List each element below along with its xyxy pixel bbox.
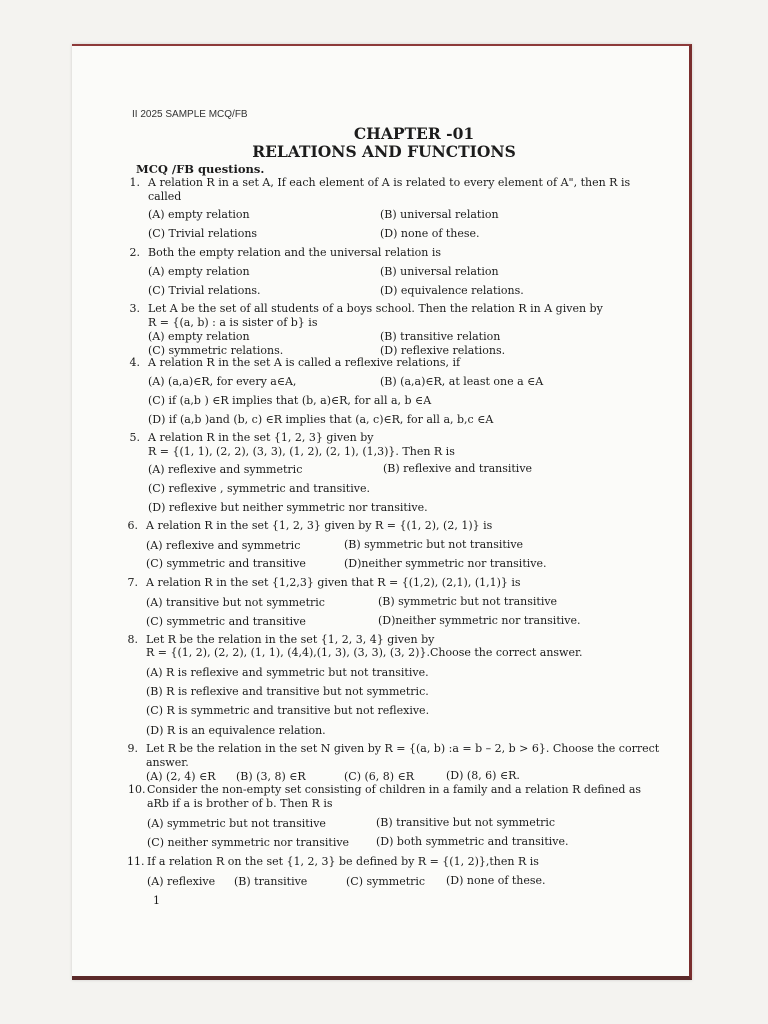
question-text-cont: R = {(1, 1), (2, 2), (3, 3), (1, 2), (2, 1), (1,3)}. Then R is [148, 445, 455, 458]
option-d: (D) reflexive but neither symmetric nor transitive. [148, 501, 428, 514]
option-b: (B) transitive but not symmetric [376, 816, 556, 829]
question-text: Let R be the relation in the set {1, 2, 3, 4} given by [146, 633, 435, 646]
section-heading: MCQ /FB questions. [136, 162, 265, 176]
option-a: (A) reflexive [147, 875, 216, 888]
question-number: 4. [129, 356, 140, 369]
question-number: 9. [127, 742, 138, 755]
option-b: (B) transitive relation [380, 330, 501, 343]
question-text: A relation R in a set A, If each element of A is related to every element of A", then R is [148, 176, 631, 189]
question-text-cont: answer. [146, 756, 189, 769]
question-text: Let R be the relation in the set N given by R = {(a, b) :a = b – 2, b > 6}. Choose the correct [146, 742, 660, 755]
option-a: (A) reflexive and symmetric [148, 463, 303, 476]
question-number: 2. [129, 246, 140, 259]
question-number: 1. [129, 176, 140, 189]
question-text: Both the empty relation and the universal relation is [148, 246, 442, 259]
option-c: (C) symmetric relations. [148, 344, 284, 357]
question-number: 7. [127, 576, 138, 589]
option-c: (C) Trivial relations [148, 227, 258, 240]
page-title: RELATIONS AND FUNCTIONS [252, 142, 516, 161]
question-text: A relation R in the set {1,2,3} given that R = {(1,2), (2,1), (1,1)} is [146, 576, 521, 589]
question-text: A relation R in the set A is called a reflexive relations, if [148, 356, 461, 369]
question-number: 5. [129, 431, 140, 444]
header-label: II 2025 SAMPLE MCQ/FB [132, 109, 248, 120]
option-b: (B) symmetric but not transitive [378, 595, 558, 608]
question-number: 10. [128, 783, 146, 796]
question-number: 6. [127, 519, 138, 532]
option-c: (C) symmetric and transitive [146, 615, 306, 628]
option-a: (A) R is reflexive and symmetric but not transitive. [146, 666, 429, 679]
option-d: (D) none of these. [380, 227, 480, 240]
option-c: (C) symmetric [346, 875, 426, 888]
option-d: (D) if (a,b )and (b, c) ∈R implies that (a, c)∈R, for all a, b,c ∈A [148, 413, 494, 426]
option-a: (A) empty relation [148, 265, 250, 278]
question-number: 8. [127, 633, 138, 646]
option-b: (B) (a,a)∈R, at least one a ∈A [380, 375, 544, 388]
option-d: (D)neither symmetric nor transitive. [344, 557, 547, 570]
option-b: (B) reflexive and transitive [383, 462, 533, 475]
option-d: (D) none of these. [446, 874, 546, 887]
option-d: (D) both symmetric and transitive. [376, 835, 569, 848]
question-number: 3. [129, 302, 140, 315]
option-d: (D) equivalence relations. [380, 284, 524, 297]
question-text: Consider the non-empty set consisting of children in a family and a relation R defined as [147, 783, 642, 796]
chapter-heading: CHAPTER -01 [353, 124, 475, 143]
page-number: 1 [153, 894, 160, 907]
option-d: (D) (8, 6) ∈R. [446, 769, 520, 782]
question-text: A relation R in the set {1, 2, 3} given by R = {(1, 2), (2, 1)} is [146, 519, 493, 532]
option-a: (A) transitive but not symmetric [146, 596, 325, 609]
option-a: (A) empty relation [148, 330, 250, 343]
question-text-cont: R = {(a, b) : a is sister of b} is [148, 316, 318, 329]
option-d: (D) reflexive relations. [380, 344, 506, 357]
option-b: (B) (3, 8) ∈R [236, 770, 306, 783]
question-text-cont: aRb if a is brother of b. Then R is [147, 797, 333, 810]
option-a: (A) reflexive and symmetric [146, 539, 301, 552]
question-text-cont: R = {(1, 2), (2, 2), (1, 1), (4,4),(1, 3), (3, 3), (3, 2)}.Choose the correct answer. [146, 646, 583, 659]
question-text: Let A be the set of all students of a boys school. Then the relation R in A given by [148, 302, 603, 315]
option-d: (D) R is an equivalence relation. [146, 724, 326, 737]
option-a: (A) empty relation [148, 208, 250, 221]
option-d: (D)neither symmetric nor transitive. [378, 614, 581, 627]
option-c: (C) if (a,b ) ∈R implies that (b, a)∈R, for all a, b ∈A [148, 394, 432, 407]
option-b: (B) universal relation [380, 265, 499, 278]
option-c: (C) reflexive , symmetric and transitive. [148, 482, 370, 495]
option-b: (B) R is reflexive and transitive but not symmetric. [146, 685, 429, 698]
question-text-cont: called [148, 190, 182, 203]
question-number: 11. [127, 855, 145, 868]
option-c: (C) symmetric and transitive [146, 557, 306, 570]
question-text: If a relation R on the set {1, 2, 3} be defined by R = {(1, 2)},then R is [147, 855, 539, 868]
option-a: (A) symmetric but not transitive [147, 817, 326, 830]
option-c: (C) Trivial relations. [148, 284, 261, 297]
option-c: (C) (6, 8) ∈R [344, 770, 414, 783]
option-a: (A) (2, 4) ∈R [146, 770, 216, 783]
question-text: A relation R in the set {1, 2, 3} given by [148, 431, 374, 444]
option-b: (B) symmetric but not transitive [344, 538, 524, 551]
option-a: (A) (a,a)∈R, for every a∈A, [148, 375, 297, 388]
option-c: (C) neither symmetric nor transitive [147, 836, 350, 849]
option-c: (C) R is symmetric and transitive but not reflexive. [146, 704, 430, 717]
option-b: (B) transitive [234, 875, 308, 888]
option-b: (B) universal relation [380, 208, 499, 221]
